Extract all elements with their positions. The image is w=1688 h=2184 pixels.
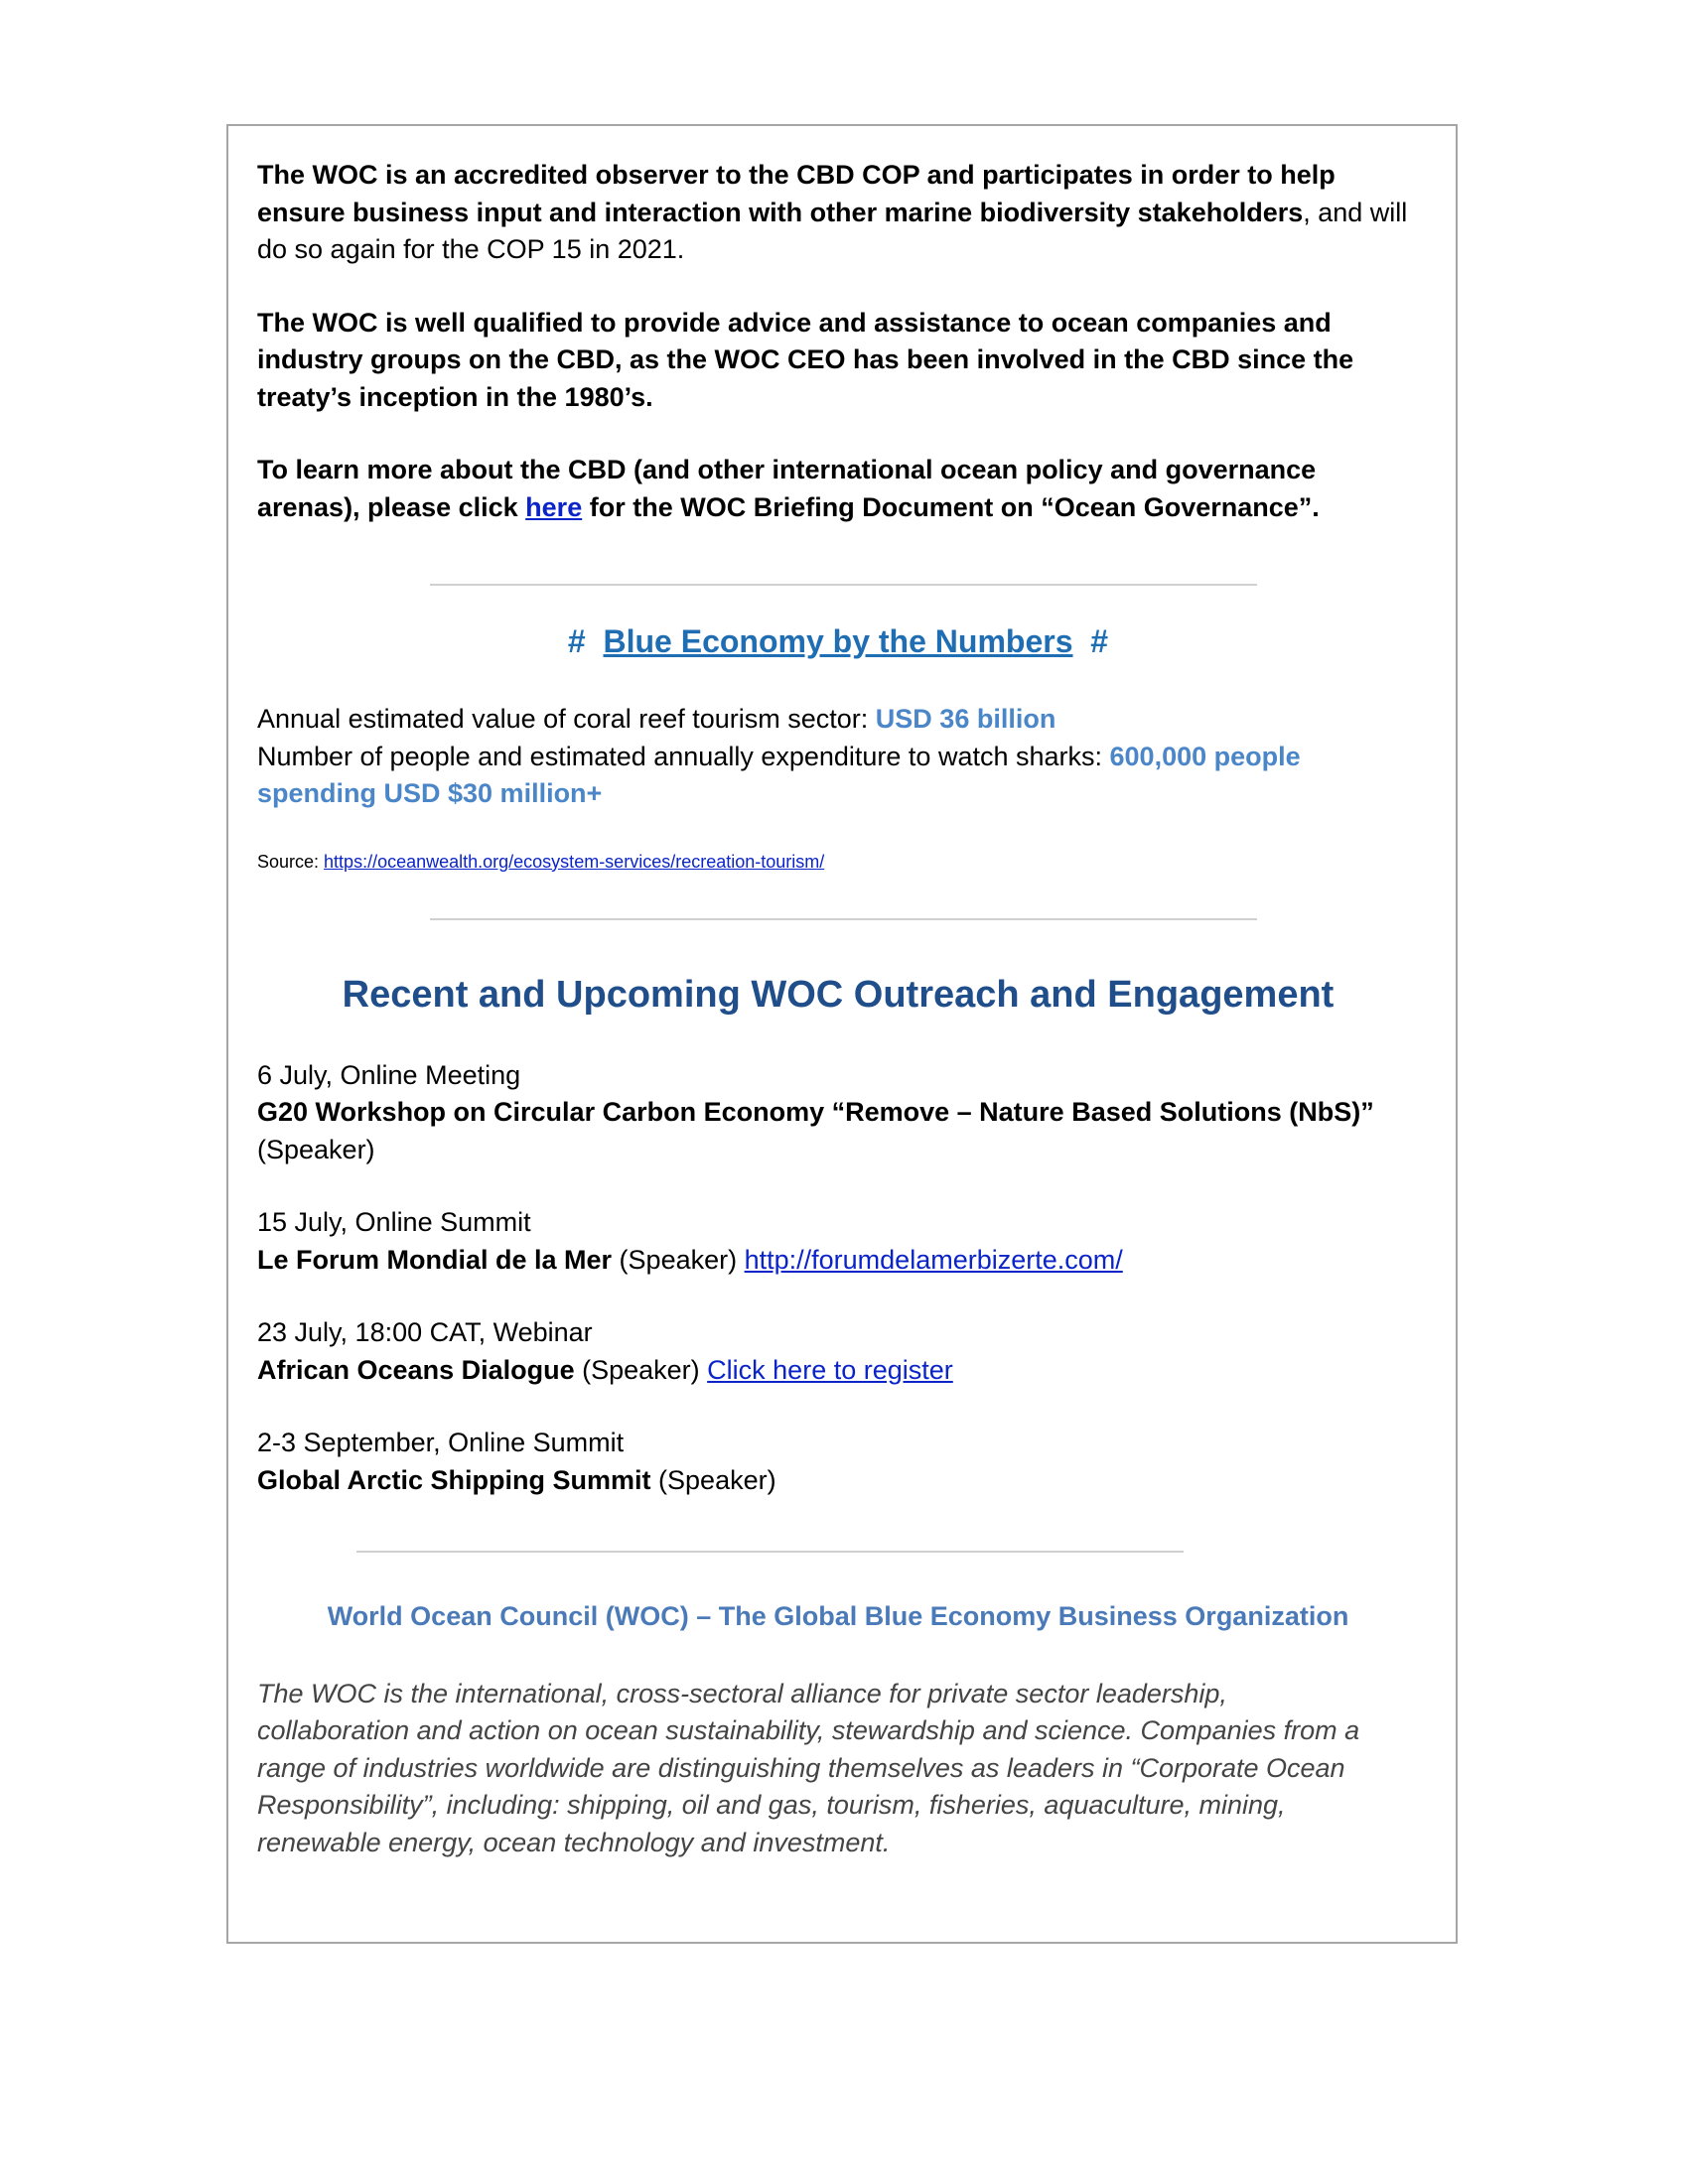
event-item: [257, 1425, 1419, 1499]
stat-sharks: Number of people and estimated annually expenditure to watch sharks: 600,000 people spending USD $30 million+: [257, 741, 1301, 808]
event-item: [257, 1204, 1419, 1279]
hash-symbol: #: [567, 623, 586, 659]
section-divider: [430, 918, 1257, 920]
register-link[interactable]: Click here to register: [707, 1354, 953, 1385]
stat-sharks-value: 600,000 people spending USD $30 million+: [257, 741, 1301, 808]
event-item: [257, 1057, 1419, 1169]
event-name: Le Forum Mondial de la Mer: [257, 1244, 613, 1275]
briefing-document-link[interactable]: here: [525, 491, 583, 522]
section-divider: [430, 584, 1257, 586]
event-role: (Speaker): [612, 1244, 745, 1275]
event-name: African Oceans Dialogue: [257, 1354, 575, 1385]
section-divider: [356, 1551, 1184, 1553]
event-when: 15 July, Online Summit: [257, 1207, 531, 1237]
event-role: (Speaker): [574, 1354, 708, 1385]
hash-symbol: #: [1090, 623, 1109, 659]
source-line: Source: https://oceanwealth.org/ecosystem-services/recreation-tourism/: [257, 851, 825, 872]
event-when: 6 July, Online Meeting: [257, 1059, 521, 1090]
stat-coral-reef: Annual estimated value of coral reef tourism sector: USD 36 billion: [257, 704, 1056, 734]
event-when: 2-3 September, Online Summit: [257, 1428, 625, 1457]
numbers-heading: [257, 619, 1419, 663]
event-name: Global Arctic Shipping Summit: [257, 1464, 651, 1495]
event-item: [257, 1314, 1419, 1389]
org-title: World Ocean Council (WOC) – The Global Blue Economy Business Organization: [327, 1601, 1349, 1631]
source-link[interactable]: https://oceanwealth.org/ecosystem-services/recreation-tourism/: [324, 851, 825, 872]
intro-paragraph-observer: The WOC is an accredited observer to the CBD COP and participates in order to help ensure business input and interaction with other marine biodiversity stakeholders, and will do so again for the COP 15 in 2021.: [257, 160, 1408, 264]
org-about: The WOC is the international, cross-sectoral alliance for private sector leadership, collaboration and action on ocean sustainability, stewardship and science. Companies from a range of industries worldwide are distinguishing themselves as leaders in “Corporate Ocean Responsibility”, including: shipping, oil and gas, tourism, fisheries, aquaculture, mining, renewable energy, ocean technology and investment.: [257, 1678, 1360, 1857]
event-when: 23 July, 18:00 CAT, Webinar: [257, 1317, 593, 1347]
outreach-title: Recent and Upcoming WOC Outreach and Engagement: [342, 973, 1335, 1016]
blue-economy-numbers-link[interactable]: Blue Economy by the Numbers: [603, 623, 1073, 659]
stat-coral-reef-value: USD 36 billion: [875, 704, 1056, 734]
event-role: (Speaker): [650, 1464, 776, 1495]
intro-paragraph-learn-more: To learn more about the CBD (and other international ocean policy and governance arenas), please click here for the WOC Briefing Document on “Ocean Governance”.: [257, 455, 1320, 522]
event-name: G20 Workshop on Circular Carbon Economy “Remove – Nature Based Solutions (NbS)”: [257, 1097, 1374, 1127]
event-role: (Speaker): [257, 1134, 375, 1164]
intro-paragraph-qualified: The WOC is well qualified to provide advice and assistance to ocean companies and industry groups on the CBD, as the WOC CEO has been involved in the CBD since the treaty’s inception in the 1980’s.: [257, 307, 1354, 412]
newsletter-content: [257, 157, 1419, 1861]
forum-website-link[interactable]: http://forumdelamerbizerte.com/: [744, 1244, 1123, 1275]
